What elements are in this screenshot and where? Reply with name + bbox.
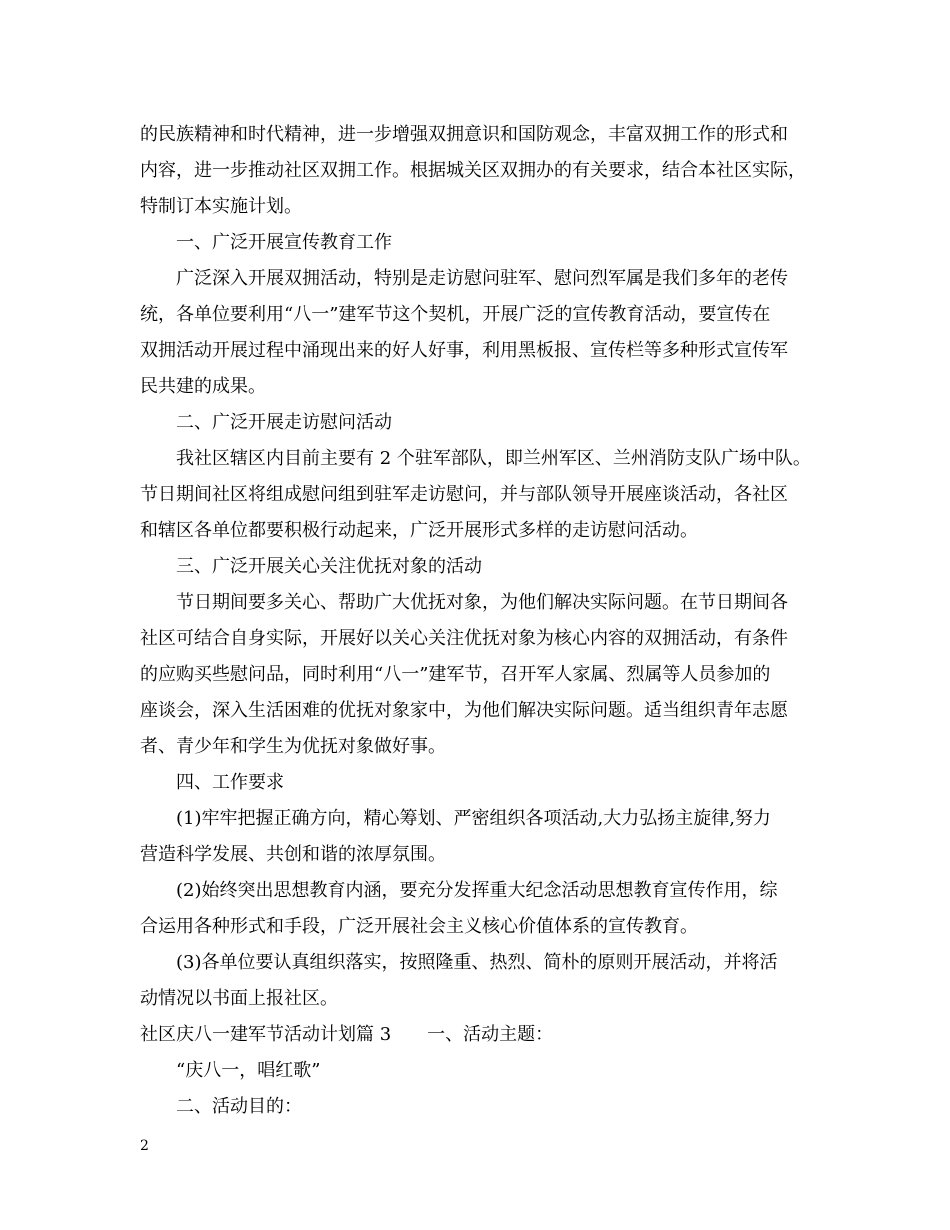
text-line: 的民族精神和时代精神，进一步增强双拥意识和国防观念，丰富双拥工作的形式和: [140, 124, 788, 145]
text-line: 者、青少年和学生为优抚对象做好事。: [140, 736, 446, 757]
text-line: 合运用各种形式和手段，广泛开展社会主义核心价值体系的宣传教育。: [140, 916, 698, 937]
heading-section-4: [140, 765, 820, 801]
text-line: 内容，进一步推动社区双拥工作。根据城关区双拥办的有关要求，结合本社区实际，: [140, 160, 806, 181]
text-line: 节日期间要多关心、帮助广大优抚对象，为他们解决实际问题。在节日期间各: [176, 592, 788, 613]
text-line: 社区可结合自身实际，开展好以关心关注优抚对象为核心内容的双拥活动，有条件: [140, 628, 788, 649]
document-body: [140, 117, 820, 1125]
section-heading: 二、广泛开展走访慰问活动: [176, 412, 392, 433]
paragraph-section-3: [140, 585, 820, 765]
text-line: 我社区辖区内目前主要有 2 个驻军部队，即兰州军区、兰州消防支队广场中队。: [176, 448, 811, 469]
text-line: 广泛深入开展双拥活动，特别是走访慰问驻军、慰问烈军属是我们多年的老传: [176, 268, 788, 289]
text-line: 统，各单位要利用“八一”建军节这个契机，开展广泛的宣传教育活动，要宣传在: [140, 304, 771, 325]
text-line: 的应购买些慰问品，同时利用“八一”建军节，召开军人家属、烈属等人员参加的: [140, 664, 771, 685]
heading-section-3: [140, 549, 820, 585]
text-line: 座谈会，深入生活困难的优抚对象家中，为他们解决实际问题。适当组织青年志愿: [140, 700, 788, 721]
requirement-item-3: [140, 945, 820, 1017]
text-line: (1)牢牢把握正确方向，精心筹划、严密组织各项活动,大力弘扬主旋律,努力: [176, 808, 771, 829]
text-line: (3)各单位要认真组织落实，按照隆重、热烈、简朴的原则开展活动，并将活: [176, 952, 778, 973]
paragraph-section-1: [140, 261, 820, 405]
text-line: 营造科学发展、共创和谐的浓厚氛围。: [140, 844, 446, 865]
text-line: “庆八一，唱红歌”: [176, 1060, 321, 1081]
section-heading: 一、广泛开展宣传教育工作: [176, 232, 392, 253]
paragraph-intro: [140, 117, 820, 225]
text-line: 节日期间社区将组成慰问组到驻军走访慰问，并与部队领导开展座谈活动，各社区: [140, 484, 788, 505]
heading-section-2: [140, 405, 820, 441]
section-heading: 二、活动目的：: [176, 1096, 302, 1117]
text-line: 和辖区各单位都要积极行动起来，广泛开展形式多样的走访慰问活动。: [140, 520, 698, 541]
heading-section-1: [140, 225, 820, 261]
requirement-item-2: [140, 873, 820, 945]
text-line: 社区庆八一建军节活动计划篇 3 一、活动主题：: [140, 1024, 554, 1045]
text-line: 特制订本实施计划。: [140, 196, 302, 217]
section-heading: 三、广泛开展关心关注优抚对象的活动: [176, 556, 482, 577]
page-number: 2: [140, 1138, 149, 1154]
activity-theme: [140, 1053, 820, 1089]
plan-title-line: [140, 1017, 820, 1053]
text-line: 动情况以书面上报社区。: [140, 988, 338, 1009]
section-heading: 四、工作要求: [176, 772, 284, 793]
text-line: 民共建的成果。: [140, 376, 266, 397]
heading-activity-purpose: [140, 1089, 820, 1125]
paragraph-section-2: [140, 441, 820, 549]
text-line: 双拥活动开展过程中涌现出来的好人好事，利用黑板报、宣传栏等多种形式宣传军: [140, 340, 788, 361]
requirement-item-1: [140, 801, 820, 873]
text-line: (2)始终突出思想教育内涵，要充分发挥重大纪念活动思想教育宣传作用，综: [176, 880, 778, 901]
